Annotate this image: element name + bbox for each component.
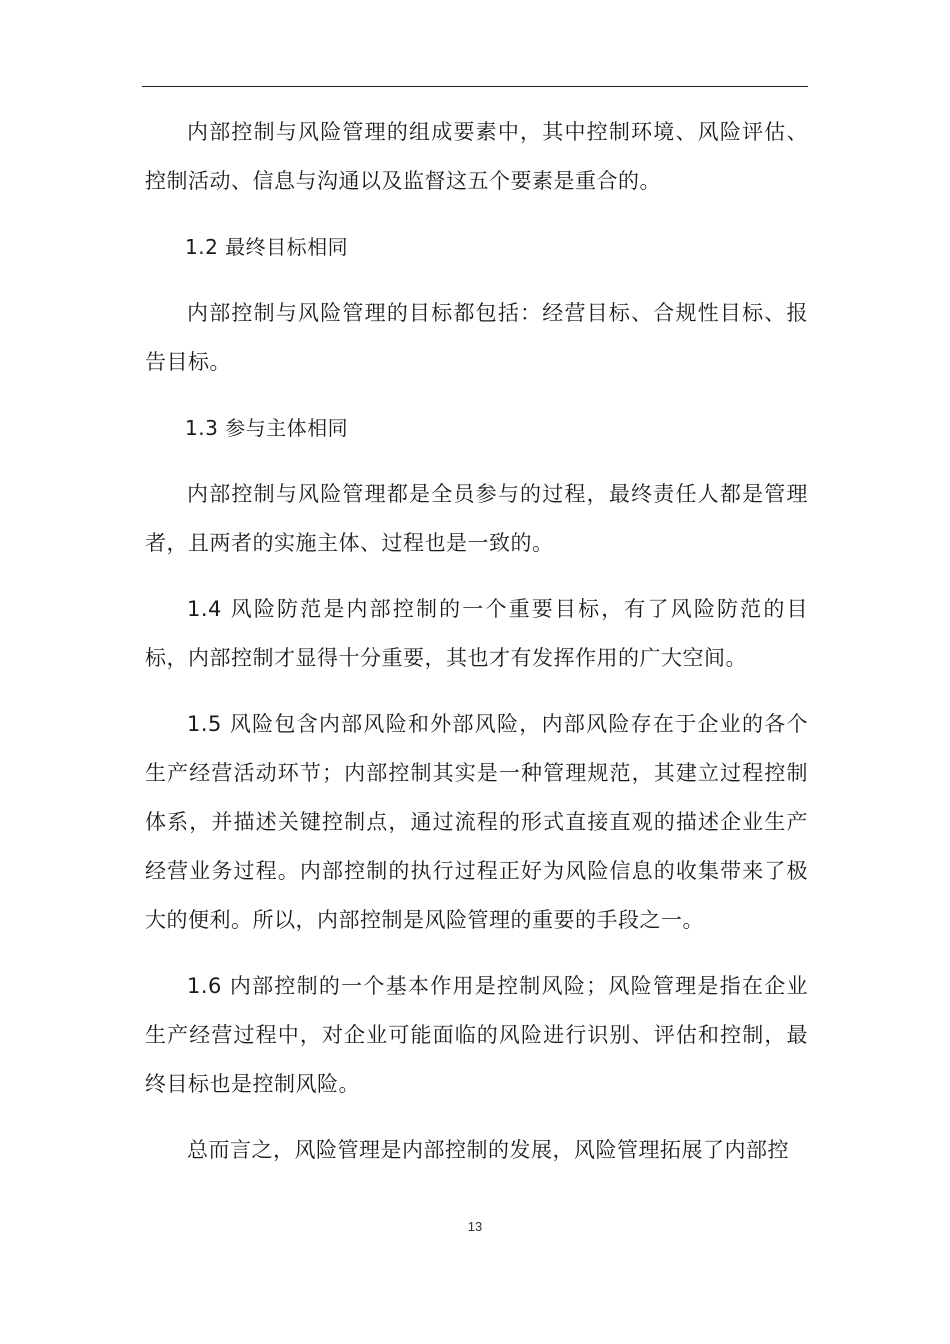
paragraph-shared-participants: 内部控制与风险管理都是全员参与的过程，最终责任人都是管理者，且两者的实施主体、过程也是一致的。 — [145, 482, 808, 555]
paragraph-1-4-risk-prevention: 1.4 风险防范是内部控制的一个重要目标，有了风险防范的目标，内部控制才显得十分重要，其也才有发挥作用的广大空间。 — [145, 597, 808, 670]
paragraph-1-5-internal-external-risk: 1.5 风险包含内部风险和外部风险，内部风险存在于企业的各个生产经营活动环节；内部控制其实是一种管理规范，其建立过程控制体系，并描述关键控制点，通过流程的形式直接直观的描述企业生产经营业务过程。内部控制的执行过程正好为风险信息的收集带来了极大的便利。所以，内部控制是风险管理的重要的手段之一。 — [145, 712, 808, 932]
paragraph-conclusion: 总而言之，风险管理是内部控制的发展，风险管理拓展了内部控 — [187, 1138, 789, 1162]
paragraph-shared-objectives: 内部控制与风险管理的目标都包括：经营目标、合规性目标、报告目标。 — [145, 301, 808, 374]
body-text — [145, 108, 808, 1192]
page-number: 13 — [467, 1219, 483, 1234]
header-rule — [142, 86, 808, 87]
section-heading-1-3: 1.3 参与主体相同 — [185, 416, 349, 440]
paragraph-elements-overlap: 内部控制与风险管理的组成要素中，其中控制环境、风险评估、控制活动、信息与沟通以及监督这五个要素是重合的。 — [145, 120, 808, 193]
paragraph-1-6-risk-control: 1.6 内部控制的一个基本作用是控制风险；风险管理是指在企业生产经营过程中，对企业可能面临的风险进行识别、评估和控制，最终目标也是控制风险。 — [145, 974, 808, 1096]
section-heading-1-2: 1.2 最终目标相同 — [185, 235, 349, 259]
